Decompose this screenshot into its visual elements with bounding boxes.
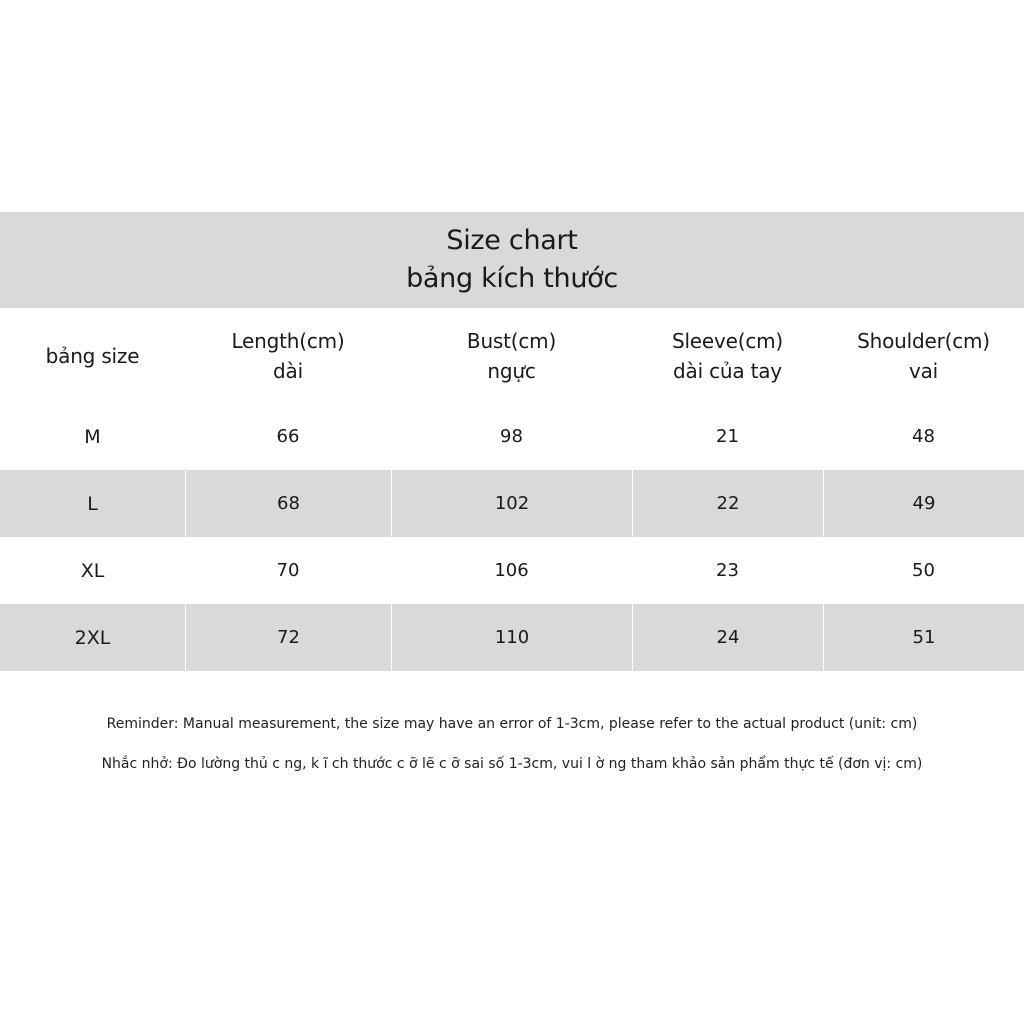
length-cell: [185, 604, 391, 671]
header-shoulder: [823, 308, 1024, 403]
size-cell: [0, 403, 185, 470]
bust-cell: [391, 604, 632, 671]
table-row: [0, 537, 1024, 604]
length-cell: [185, 470, 391, 537]
cell-value: 23: [716, 559, 739, 581]
size-cell: [0, 604, 185, 671]
reminder-vietnamese: Nhắc nhở: Đo lường thủ c ng, k ĩ ch thước c ỡ lẽ c ỡ sai số 1-3cm, vui l ờ ng tham khảo sản phẩm thực tế (đơn vị: cm): [101, 756, 923, 772]
cell-value: 2XL: [74, 626, 111, 649]
cell-value: 24: [716, 626, 740, 648]
reminder-english: Reminder: Manual measurement, the size may have an error of 1-3cm, please refer to the actual product (unit: cm): [106, 716, 918, 732]
table-row: [0, 470, 1024, 537]
header-sleeve-sublabel: dài của tay: [673, 358, 782, 383]
bust-cell: [391, 537, 632, 604]
header-size-label: bảng size: [45, 343, 140, 368]
shoulder-cell: [823, 537, 1024, 604]
sleeve-cell: [632, 604, 823, 671]
cell-value: 72: [277, 626, 300, 648]
header-bust-sublabel: ngực: [487, 358, 536, 383]
header-length-sublabel: dài: [273, 358, 303, 383]
cell-value: 22: [716, 492, 740, 514]
header-size: [0, 308, 185, 403]
cell-value: 70: [276, 559, 300, 581]
cell-value: 68: [277, 492, 300, 514]
sleeve-cell: [632, 537, 823, 604]
sleeve-cell: [632, 470, 823, 537]
title-band: [0, 212, 1024, 308]
table-row: [0, 403, 1024, 470]
cell-value: L: [87, 492, 98, 515]
header-sleeve-label: Sleeve(cm): [671, 328, 784, 353]
size-cell: [0, 470, 185, 537]
title-english: Size chart: [446, 225, 578, 256]
title-vietnamese: bảng kích thước: [406, 263, 618, 294]
cell-value: 98: [500, 425, 523, 447]
cell-value: 106: [494, 559, 529, 581]
header-length: [185, 308, 391, 403]
size-table: [0, 308, 1024, 671]
table-row: [0, 604, 1024, 671]
shoulder-cell: [823, 403, 1024, 470]
cell-value: 21: [716, 425, 739, 447]
header-shoulder-sublabel: vai: [908, 358, 939, 383]
header-shoulder-label: Shoulder(cm): [857, 328, 990, 353]
cell-value: 102: [494, 492, 530, 514]
cell-value: XL: [80, 559, 105, 582]
cell-value: 51: [912, 626, 936, 648]
sleeve-cell: [632, 403, 823, 470]
header-length-label: Length(cm): [231, 328, 345, 353]
cell-value: 66: [276, 425, 300, 447]
table-header-row: [0, 308, 1024, 403]
header-sleeve: [632, 308, 823, 403]
bust-cell: [391, 470, 632, 537]
shoulder-cell: [823, 604, 1024, 671]
bust-cell: [391, 403, 632, 470]
length-cell: [185, 537, 391, 604]
cell-value: 48: [912, 425, 935, 447]
cell-value: 110: [494, 626, 530, 648]
shoulder-cell: [823, 470, 1024, 537]
header-bust-label: Bust(cm): [466, 328, 557, 353]
header-bust: [391, 308, 632, 403]
size-cell: [0, 537, 185, 604]
length-cell: [185, 403, 391, 470]
cell-value: M: [84, 425, 101, 448]
cell-value: 50: [912, 559, 935, 581]
cell-value: 49: [912, 492, 936, 514]
